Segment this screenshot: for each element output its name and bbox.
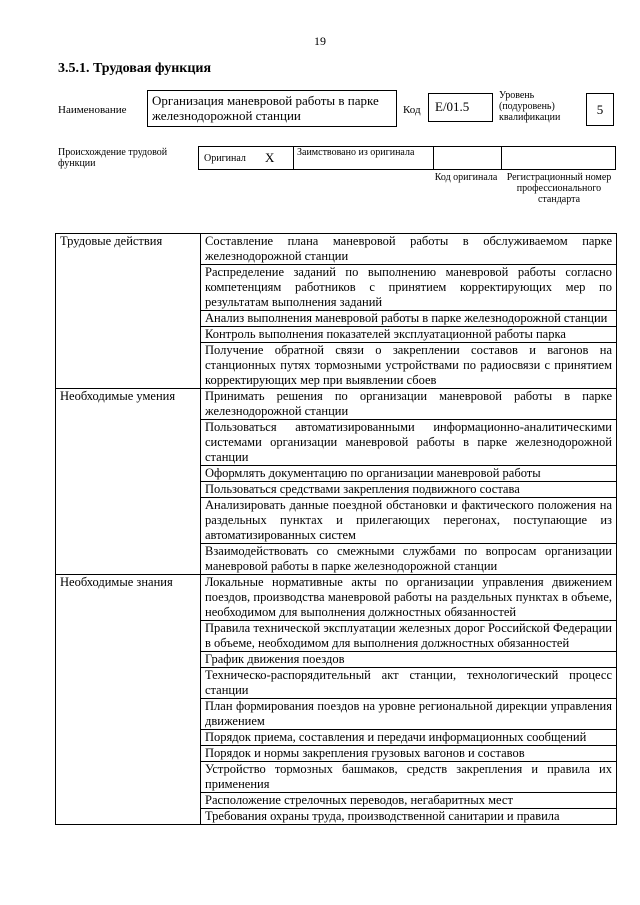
original-mark: X — [265, 150, 275, 165]
item-cell: Пользоваться средствами закрепления подвижного состава — [201, 482, 617, 498]
item-cell: Распределение заданий по выполнению маневровой работы согласно компетенциям работников с принятием корректирующих мер по результатам выполнения заданий — [201, 265, 617, 311]
item-cell: Правила технической эксплуатации железных дорог Российской Федерации в объеме, необходимом для выполнения должностных обязанностей — [201, 621, 617, 652]
original-label: Оригинал — [204, 153, 246, 164]
code-field: E/01.5 — [428, 93, 493, 122]
item-cell: Взаимодействовать со смежными службами по вопросам организации маневровой работы в парке железнодорожной станции — [201, 544, 617, 575]
item-cell: Контроль выполнения показателей эксплуатационной работы парка — [201, 327, 617, 343]
origin-table — [198, 146, 616, 170]
item-cell: Оформлять документацию по организации маневровой работы — [201, 466, 617, 482]
original-code-cell — [433, 147, 501, 169]
item-cell: Принимать решения по организации маневровой работы в парке железнодорожной станции — [201, 389, 617, 420]
section-heading: 3.5.1. Трудовая функция — [58, 61, 212, 76]
item-cell: Порядок приема, составления и передачи информационных сообщений — [201, 730, 617, 746]
item-cell: Анализ выполнения маневровой работы в парке железнодорожной станции — [201, 311, 617, 327]
item-cell: Локальные нормативные акты по организации управления движением поездов, производства маневровой работы на раздельных пунктах в объеме, необходимом для выполнения должностных обязанностей — [201, 575, 617, 621]
item-cell: План формирования поездов на уровне региональной дирекции управления движением — [201, 699, 617, 730]
table-row — [56, 234, 617, 265]
origin-label: Происхождение трудовой функции — [58, 147, 168, 169]
name-label: Наименование — [58, 104, 127, 116]
table-row — [56, 389, 617, 420]
item-cell: Устройство тормозных башмаков, средств закрепления и правила их применения — [201, 762, 617, 793]
item-cell: Требования охраны труда, производственной санитарии и правила — [201, 809, 617, 825]
item-cell: Порядок и нормы закрепления грузовых вагонов и составов — [201, 746, 617, 762]
item-cell: Анализировать данные поездной обстановки и фактического положения на раздельных пунктах и прилегающих перегонах, поступающие из автоматизированных систем — [201, 498, 617, 544]
item-cell: Расположение стрелочных переводов, негабаритных мест — [201, 793, 617, 809]
borrowed-label: Заимствовано из оригинала — [297, 147, 415, 158]
item-cell: Получение обратной связи о закреплении составов и вагонов на станционных путях тормозными устройствами по радиосвязи с принятием корректирующих мер при выявлении сбоев — [201, 343, 617, 389]
reg-number-cell — [501, 147, 616, 169]
page-number: 19 — [314, 34, 326, 48]
level-field: 5 — [586, 93, 614, 126]
item-cell: Составление плана маневровой работы в обслуживаемом парке железнодорожной станции — [201, 234, 617, 265]
category-cell: Необходимые умения — [56, 389, 201, 575]
code-label: Код — [403, 104, 421, 116]
item-cell: График движения поездов — [201, 652, 617, 668]
original-code-caption: Код оригинала — [434, 172, 498, 183]
category-cell: Необходимые знания — [56, 575, 201, 825]
borrowed-cell — [293, 147, 433, 169]
item-cell: Пользоваться автоматизированными информационно-аналитическими системами организации маневровой работы в парке железнодорожной станции — [201, 420, 617, 466]
reg-number-caption: Регистрационный номер профессионального стандарта — [506, 172, 612, 205]
item-cell: Техническо-распорядительный акт станции, технологический процесс станции — [201, 668, 617, 699]
category-cell: Трудовые действия — [56, 234, 201, 389]
table-row — [56, 575, 617, 621]
function-name-field: Организация маневровой работы в парке железнодорожной станции — [147, 90, 397, 127]
labor-function-table — [55, 233, 617, 825]
level-label: Уровень (подуровень) квалификации — [499, 90, 561, 123]
